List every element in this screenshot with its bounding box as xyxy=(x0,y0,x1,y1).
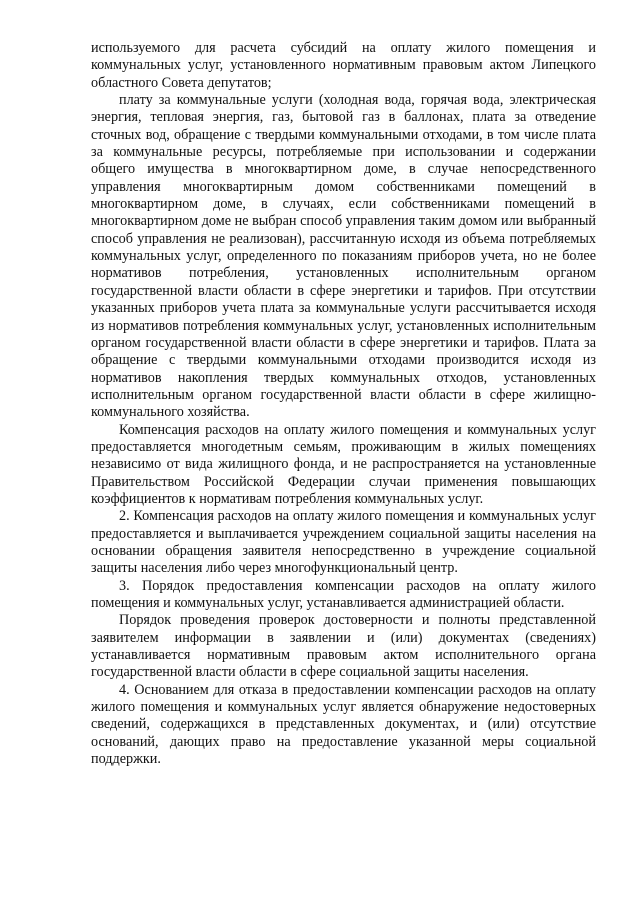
paragraph-compensation-scope: Компенсация расходов на оплату жилого помещения и коммунальных услуг предоставляется многодетным семьям, проживающим в жилых помещениях независимо от вида жилищного фонда, и не распространяется на установленные Правительством Российской Федерации случаи применения повышающих коэффициентов к нормативам потребления коммунальных услуг. xyxy=(91,421,596,507)
document-page xyxy=(91,40,596,768)
paragraph-continuation: используемого для расчета субсидий на оплату жилого помещения и коммунальных услуг, установленного нормативным правовым актом Липецкого областного Совета депутатов; xyxy=(91,40,596,91)
paragraph-clause-3: 3. Порядок предоставления компенсации расходов на оплату жилого помещения и коммунальных услуг, устанавливается администрацией области. xyxy=(91,577,596,611)
paragraph-clause-4: 4. Основанием для отказа в предоставлении компенсации расходов на оплату жилого помещения и коммунальных услуг является обнаружение недостоверных сведений, содержащихся в представленных документах, и (или) отсутствие оснований, дающих право на предоставление указанной меры социальной поддержки. xyxy=(91,681,596,768)
paragraph-utility-fees: плату за коммунальные услуги (холодная вода, горячая вода, электрическая энергия, тепловая энергия, газ, бытовой газ в баллонах, плата за отведение сточных вод, обращение с твердыми коммунальными отходами, в том числе плата за коммунальные ресурсы, потребляемые при использовании и содержании общего имущества в многоквартирном доме, в случае непосредственного управления многоквартирным домом собственниками помещений в многоквартирном доме, в случаях, если собственниками помещений в многоквартирном доме не выбран способ управления таким домом или выбранный способ управления не реализован), рассчитанную исходя из объема потребляемых коммунальных услуг, определенного по показаниям приборов учета, но не более нормативов потребления, установленных исполнительным органом государственной власти области в сфере энергетики и тарифов. При отсутствии указанных приборов учета плата за коммунальные услуги рассчитывается исходя из нормативов потребления коммунальных услуг, установленных исполнительным органом государственной власти области в сфере энергетики и тарифов. Плата за обращение с твердыми коммунальными отходами производится исходя из нормативов накопления твердых коммунальных отходов, установленных исполнительным органом государственной власти области в сфере жилищно-коммунального хозяйства. xyxy=(91,92,596,421)
paragraph-verification-order: Порядок проведения проверок достоверности и полноты представленной заявителем информации в заявлении и (или) документах (сведениях) устанавливается нормативным правовым актом исполнительного органа государственной власти области в сфере социальной защиты населения. xyxy=(91,612,596,681)
paragraph-clause-2: 2. Компенсация расходов на оплату жилого помещения и коммунальных услуг предоставляется и выплачивается учреждением социальной защиты населения на основании обращения заявителя непосредственно в учреждение социальной защиты населения либо через многофункциональный центр. xyxy=(91,508,596,577)
